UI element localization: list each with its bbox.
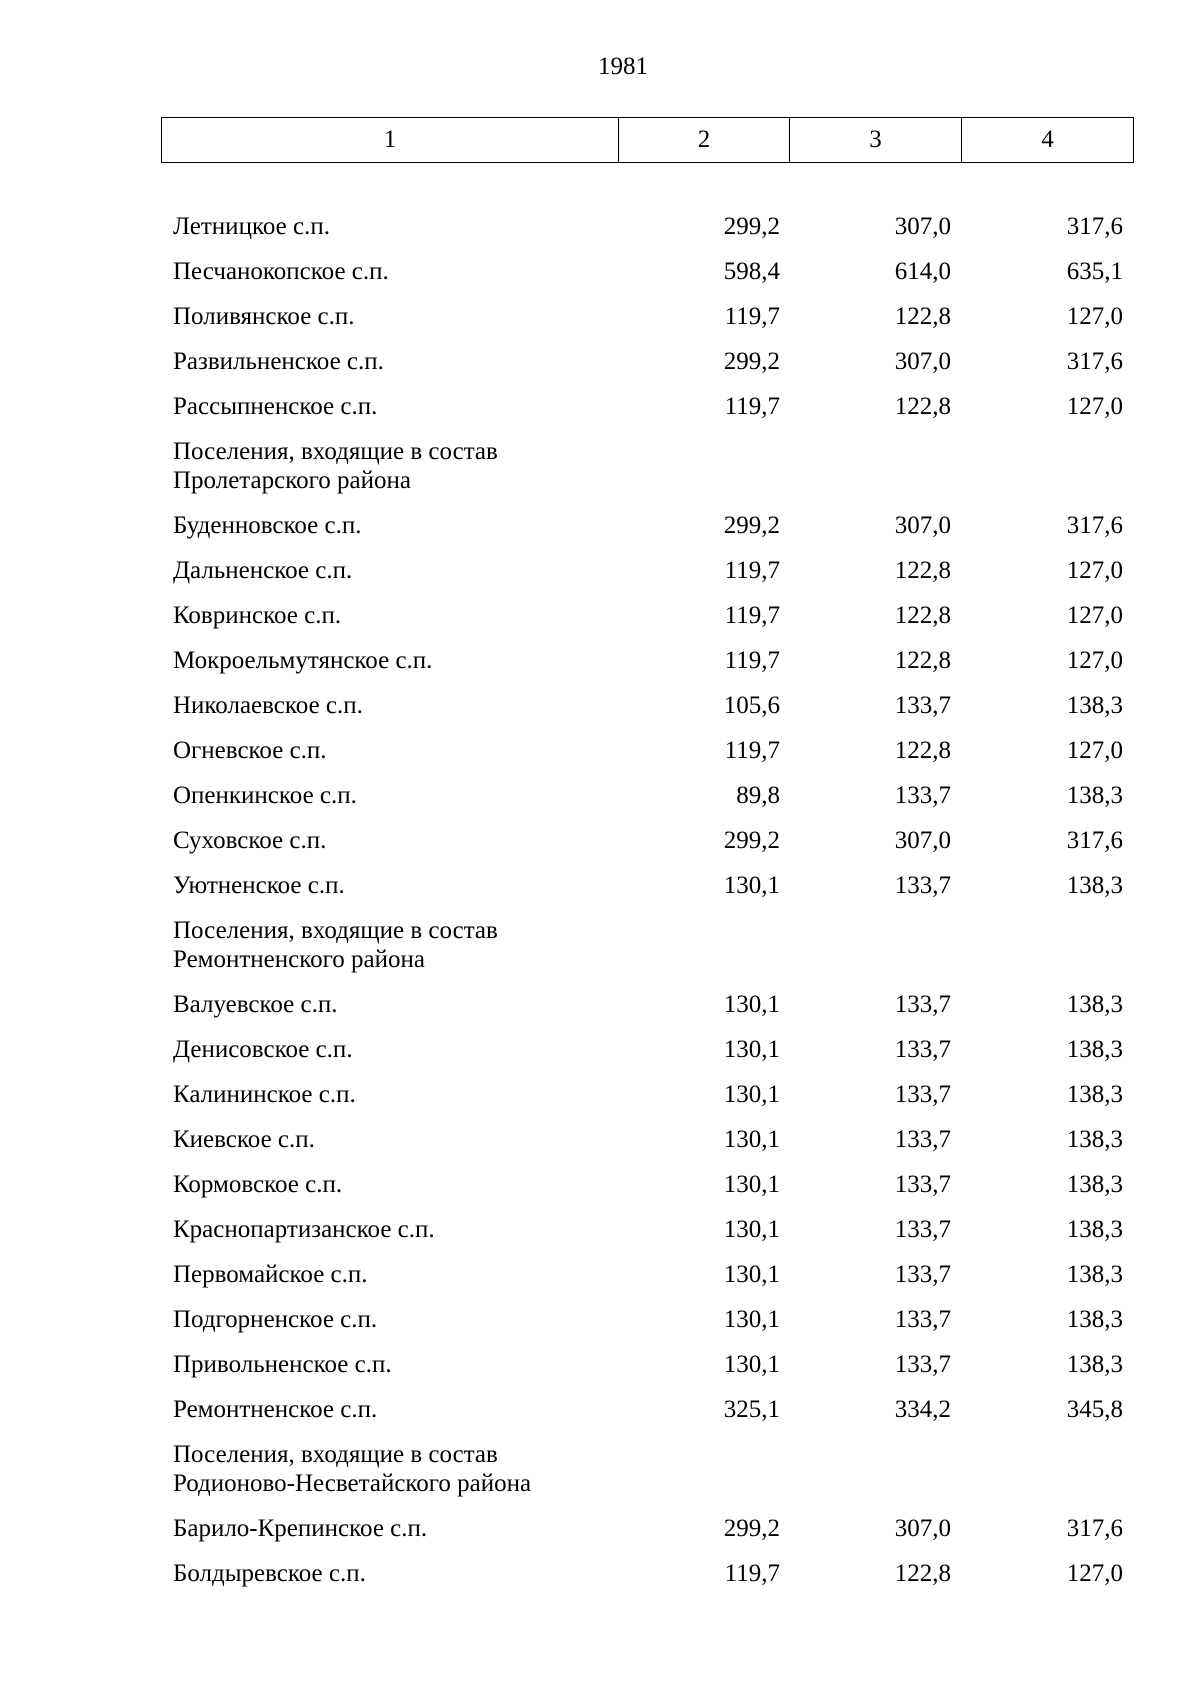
- value-col-2: 130,1: [723, 872, 780, 899]
- table-row: [161, 736, 1133, 781]
- value-col-3: 122,8: [894, 1560, 951, 1587]
- table-row: [161, 1260, 1133, 1305]
- settlement-name: Мокроельмутянское с.п.: [173, 647, 433, 674]
- section-heading: Поселения, входящие в состав Пролетарского района: [173, 438, 498, 494]
- section-heading-row: [161, 916, 1133, 990]
- value-col-2: 299,2: [723, 827, 780, 854]
- value-col-2: 89,8: [736, 782, 780, 809]
- value-col-2: 119,7: [724, 1560, 780, 1587]
- value-col-4: 138,3: [1066, 1036, 1123, 1063]
- value-col-2: 130,1: [723, 991, 780, 1018]
- table-row: [161, 871, 1133, 916]
- settlement-name: Песчанокопское с.п.: [173, 258, 389, 285]
- value-col-4: 138,3: [1066, 1081, 1123, 1108]
- table-row: [161, 1305, 1133, 1350]
- settlement-name: Буденновское с.п.: [173, 512, 362, 539]
- settlement-name: Барило-Крепинское с.п.: [173, 1515, 428, 1542]
- table-row: [161, 781, 1133, 826]
- value-col-4: 317,6: [1066, 1515, 1123, 1542]
- value-col-2: 119,7: [724, 602, 780, 629]
- value-col-3: 133,7: [894, 1216, 951, 1243]
- value-col-4: 317,6: [1066, 512, 1123, 539]
- section-heading: Поселения, входящие в состав Родионово-Несветайского района: [173, 1441, 532, 1497]
- value-col-2: 119,7: [724, 303, 780, 330]
- value-col-3: 133,7: [894, 1126, 951, 1153]
- settlement-name: Краснопартизанское с.п.: [173, 1216, 435, 1243]
- value-col-3: 334,2: [894, 1396, 951, 1423]
- value-col-4: 127,0: [1066, 303, 1123, 330]
- value-col-3: 122,8: [894, 737, 951, 764]
- value-col-3: 122,8: [894, 602, 951, 629]
- value-col-4: 345,8: [1066, 1396, 1123, 1423]
- value-col-4: 138,3: [1066, 782, 1123, 809]
- value-col-3: 307,0: [894, 348, 951, 375]
- table-row: [161, 1559, 1133, 1604]
- value-col-2: 130,1: [723, 1036, 780, 1063]
- table-row: [161, 1215, 1133, 1260]
- settlement-name: Развильненское с.п.: [173, 348, 384, 375]
- value-col-2: 130,1: [723, 1126, 780, 1153]
- table-row: [161, 257, 1133, 302]
- settlement-name: Валуевское с.п.: [173, 991, 338, 1018]
- value-col-3: 133,7: [894, 1081, 951, 1108]
- value-col-2: 130,1: [723, 1171, 780, 1198]
- value-col-2: 299,2: [723, 348, 780, 375]
- settlement-name: Летницкое с.п.: [173, 213, 330, 240]
- value-col-3: 133,7: [894, 1306, 951, 1333]
- value-col-3: 133,7: [894, 1351, 951, 1378]
- value-col-2: 119,7: [724, 393, 780, 420]
- settlement-name: Болдыревское с.п.: [173, 1560, 366, 1587]
- settlement-name: Рассыпненское с.п.: [173, 393, 378, 420]
- table-row: [161, 556, 1133, 601]
- value-col-4: 317,6: [1066, 348, 1123, 375]
- value-col-4: 138,3: [1066, 1261, 1123, 1288]
- value-col-4: 138,3: [1066, 1126, 1123, 1153]
- value-col-4: 127,0: [1066, 737, 1123, 764]
- value-col-2: 130,1: [723, 1216, 780, 1243]
- column-number-header: [161, 117, 1134, 163]
- value-col-3: 133,7: [894, 1036, 951, 1063]
- table-body: [161, 212, 1133, 1604]
- value-col-4: 138,3: [1066, 872, 1123, 899]
- settlement-name: Опенкинское с.п.: [173, 782, 357, 809]
- value-col-4: 317,6: [1066, 827, 1123, 854]
- value-col-3: 133,7: [894, 782, 951, 809]
- settlement-name: Огневское с.п.: [173, 737, 327, 764]
- table-row: [161, 826, 1133, 871]
- value-col-3: 307,0: [894, 512, 951, 539]
- value-col-2: 130,1: [723, 1351, 780, 1378]
- settlement-name: Первомайское с.п.: [173, 1261, 368, 1288]
- value-col-3: 133,7: [894, 1261, 951, 1288]
- value-col-3: 307,0: [894, 213, 951, 240]
- table-row: [161, 1080, 1133, 1125]
- settlement-name: Ремонтненское с.п.: [173, 1396, 378, 1423]
- table-row: [161, 302, 1133, 347]
- value-col-4: 635,1: [1066, 258, 1123, 285]
- value-col-3: 307,0: [894, 1515, 951, 1542]
- value-col-2: 119,7: [724, 737, 780, 764]
- value-col-3: 133,7: [894, 872, 951, 899]
- value-col-4: 138,3: [1066, 1216, 1123, 1243]
- table-row: [161, 212, 1133, 257]
- value-col-3: 133,7: [894, 991, 951, 1018]
- table-row: [161, 511, 1133, 556]
- value-col-4: 127,0: [1066, 393, 1123, 420]
- section-heading-row: [161, 1440, 1133, 1514]
- table-row: [161, 1514, 1133, 1559]
- settlement-name: Денисовское с.п.: [173, 1036, 353, 1063]
- settlement-name: Николаевское с.п.: [173, 692, 363, 719]
- value-col-4: 138,3: [1066, 1351, 1123, 1378]
- value-col-2: 325,1: [723, 1396, 780, 1423]
- settlement-name: Подгорненское с.п.: [173, 1306, 378, 1333]
- section-heading: Поселения, входящие в состав Ремонтненского района: [173, 917, 498, 973]
- value-col-4: 127,0: [1066, 647, 1123, 674]
- value-col-2: 105,6: [723, 692, 780, 719]
- settlement-name: Киевское с.п.: [173, 1126, 315, 1153]
- settlement-name: Поливянское с.п.: [173, 303, 355, 330]
- table-row: [161, 646, 1133, 691]
- value-col-3: 122,8: [894, 557, 951, 584]
- value-col-3: 122,8: [894, 393, 951, 420]
- value-col-4: 127,0: [1066, 1560, 1123, 1587]
- value-col-3: 133,7: [894, 692, 951, 719]
- value-col-2: 299,2: [723, 512, 780, 539]
- settlement-name: Уютненское с.п.: [173, 872, 345, 899]
- table-row: [161, 1170, 1133, 1215]
- settlement-name: Привольненское с.п.: [173, 1351, 392, 1378]
- column-header-4: 4: [962, 118, 1134, 163]
- value-col-3: 122,8: [894, 303, 951, 330]
- value-col-3: 122,8: [894, 647, 951, 674]
- table-row: [161, 1395, 1133, 1440]
- value-col-2: 299,2: [723, 213, 780, 240]
- page-number: 1981: [598, 53, 648, 80]
- settlement-name: Калининское с.п.: [173, 1081, 356, 1108]
- value-col-3: 307,0: [894, 827, 951, 854]
- value-col-2: 119,7: [724, 557, 780, 584]
- value-col-2: 130,1: [723, 1261, 780, 1288]
- column-header-2: 2: [619, 118, 790, 163]
- settlement-name: Дальненское с.п.: [173, 557, 353, 584]
- value-col-4: 317,6: [1066, 213, 1123, 240]
- column-header-1: 1: [162, 118, 619, 163]
- value-col-2: 130,1: [723, 1081, 780, 1108]
- value-col-4: 127,0: [1066, 602, 1123, 629]
- settlement-name: Кормовское с.п.: [173, 1171, 343, 1198]
- table-row: [161, 990, 1133, 1035]
- settlement-name: Ковринское с.п.: [173, 602, 342, 629]
- table-row: [161, 1035, 1133, 1080]
- table-row: [161, 691, 1133, 736]
- value-col-2: 119,7: [724, 647, 780, 674]
- table-row: [161, 601, 1133, 646]
- value-col-4: 127,0: [1066, 557, 1123, 584]
- column-header-3: 3: [790, 118, 962, 163]
- value-col-4: 138,3: [1066, 692, 1123, 719]
- value-col-2: 130,1: [723, 1306, 780, 1333]
- table-row: [161, 347, 1133, 392]
- section-heading-row: [161, 437, 1133, 511]
- value-col-4: 138,3: [1066, 1306, 1123, 1333]
- table-row: [161, 1350, 1133, 1395]
- value-col-4: 138,3: [1066, 991, 1123, 1018]
- settlement-name: Суховское с.п.: [173, 827, 327, 854]
- value-col-3: 133,7: [894, 1171, 951, 1198]
- value-col-2: 299,2: [723, 1515, 780, 1542]
- value-col-2: 598,4: [723, 258, 780, 285]
- header-row: [162, 118, 1134, 163]
- table-row: [161, 1125, 1133, 1170]
- table-row: [161, 392, 1133, 437]
- value-col-3: 614,0: [894, 258, 951, 285]
- value-col-4: 138,3: [1066, 1171, 1123, 1198]
